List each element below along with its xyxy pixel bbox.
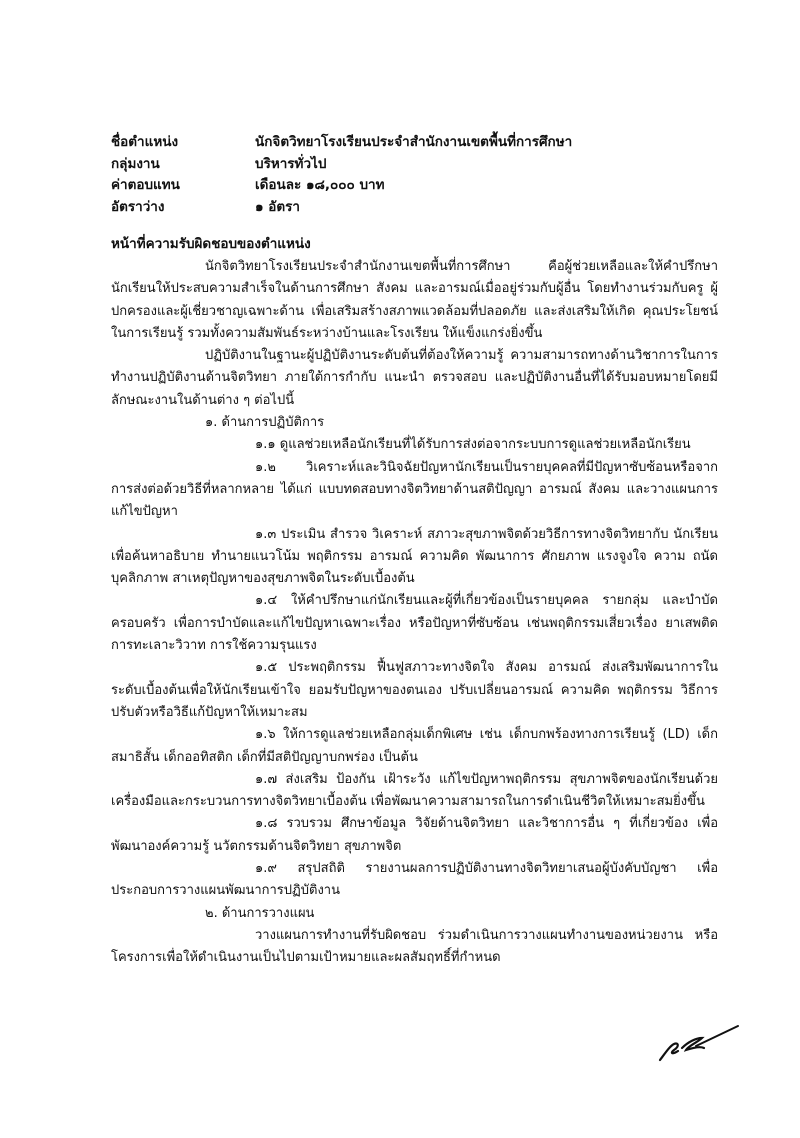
duty-item-1-6: ๑.๖ ให้การดูแลช่วยเหลือกลุ่มเด็กพิเศษ เช่น เด็กบกพร้องทางการเรียนรู้ (LD) เด็ก สมาธิสั้น เด็กออทิสติก เด็กที่มีสติปัญญาบกพร่อง เป็นต้น — [111, 727, 718, 765]
duties-intro-paragraph-2: ปฏิบัติงานในฐานะผู้ปฏิบัติงานระดับต้นที่ต้องให้ความรู้ ความสามารถทางด้านวิชาการในการ ทำงานปฏิบัติงานด้านจิตวิทยา ภายใต้การกำกับ แนะนำ ตรวจสอบ และปฏิบัติงานอื่นที่ได้รับมอบหมายโดยมี ลักษณะงานในด้านต่าง ๆ ต่อไปนี้ — [111, 348, 718, 408]
duty-item-1-7: ๑.๗ ส่งเสริม ป้องกัน เฝ้าระวัง แก้ไขปัญหาพฤติกรรม สุขภาพจิตของนักเรียนด้วย เครื่องมือและกระบวนการทางจิตวิทยาเบื้องต้น เพื่อพัฒนาความสามารถในการดำเนินชีวิตให้เหมาะสมยิ่งขึ้น — [111, 771, 718, 810]
duty-item-1-3: ๑.๓ ประเมิน สำรวจ วิเคราะห์ สภาวะสุขภาพจิตด้วยวิธีการทางจิตวิทยากับ นักเรียน เพื่อค้นหาอธิบาย ทำนายแนวโน้ม พฤติกรรม อารมณ์ ความคิด พัฒนาการ ศักยภาพ แรงจูงใจ ความ ถนัด บุคลิกภาพ สาเหตุปัญหาของสุขภาพจิตในระดับเบื้องต้น — [111, 526, 718, 587]
info-row-position-title — [111, 132, 721, 154]
duties-heading: หน้าที่ความรับผิดชอบของตำแหน่ง — [111, 236, 311, 252]
work-group-value: บริหารทั่วไป — [255, 155, 327, 172]
category-operations-title: ๑. ด้านการปฏิบัติการ — [205, 415, 325, 431]
info-row-salary — [111, 175, 721, 197]
duty-item-1-2: ๑.๒ วิเคราะห์และวินิจฉัยปัญหานักเรียนเป็นรายบุคคลที่มีปัญหาซับซ้อนหรือจาก การส่งต่อด้วยวิธีที่หลากหลาย ได้แก่ แบบทดสอบทางจิตวิทยาด้านสติปัญญา อารมณ์ สังคม และวางแผนการ แก้ไขปัญหา — [111, 459, 718, 520]
salary-value: เดือนละ ๑๘,๐๐๐ บาท — [255, 177, 385, 193]
info-row-work-group — [111, 154, 721, 176]
salary-label: ค่าตอบแทน — [111, 177, 180, 193]
duty-item-1-5: ๑.๕ ประพฤติกรรม ฟื้นฟูสภาวะทางจิตใจ สังคม อารมณ์ ส่งเสริมพัฒนาการใน ระดับเบื้องต้นเพื่อให้นักเรียนเข้าใจ ยอมรับปัญหาของตนเอง ปรับเปลี่ยนอารมณ์ ความคิด พฤติกรรม วิธีการ ปรับตัวหรือวิธีแก้ปัญหาให้เหมาะสม — [111, 660, 718, 720]
duty-item-2-1: วางแผนการทำงานที่รับผิดชอบ ร่วมดำเนินการวางแผนทำงานของหน่วยงาน หรือ โครงการเพื่อให้ดำเนินงานเป็นไปตามเป้าหมายและผลสัมฤทธิ์ที่กำหนด — [111, 927, 718, 966]
position-info-table — [111, 132, 721, 218]
duty-item-1-9: ๑.๙ สรุปสถิติ รายงานผลการปฏิบัติงานทางจิตวิทยาเสนอผู้บังคับบัญชา เพื่อ ประกอบการวางแผนพัฒนาการปฏิบัติงาน — [111, 861, 718, 899]
category-planning-title: ๒. ด้านการวางแผน — [205, 905, 315, 921]
duty-item-1-8: ๑.๘ รวบรวม ศึกษาข้อมูล วิจัยด้านจิตวิทยา และวิชาการอื่น ๆ ที่เกี่ยวข้อง เพื่อ พัฒนาองค์ความรู้ นวัตกรรมด้านจิตวิทยา สุขภาพจิต — [111, 816, 718, 854]
vacancies-value: ๑ อัตรา — [255, 198, 300, 215]
work-group-label: กลุ่มงาน — [111, 155, 160, 172]
info-row-vacancies — [111, 197, 721, 219]
duties-intro-paragraph-1: นักจิตวิทยาโรงเรียนประจำสำนักงานเขตพื้นที่การศึกษา คือผู้ช่วยเหลือและให้คำปรึกษานักเรียนให้ประสบความสำเร็จในด้านการศึกษา สังคม และอารมณ์เมื่ออยู่ร่วมกับผู้อื่น โดยทำงานร่วมกับครู ผู้ปกครองและผู้เชี่ยวชาญเฉพาะด้าน เพื่อเสริมสร้างสภาพแวดล้อมที่ปลอดภัย และส่งเสริมให้เกิด คุณประโยชน์ในการเรียนรู้ รวมทั้งความสัมพันธ์ระหว่างบ้านและโรงเรียน ให้แข็งแกร่งยิ่งขึ้น — [111, 259, 718, 341]
signature-icon — [652, 1024, 742, 1064]
duty-item-1-1: ๑.๑ ดูแลช่วยเหลือนักเรียนที่ได้รับการส่งต่อจากระบบการดูแลช่วยเหลือนักเรียน — [255, 437, 691, 453]
duties-section — [111, 233, 718, 970]
position-title-label: ชื่อตำแหน่ง — [111, 134, 179, 150]
duty-item-1-4: ๑.๔ ให้คำปรึกษาแก่นักเรียนและผู้ที่เกี่ยวข้องเป็นรายบุคคล รายกลุ่ม และบำบัด ครอบครัว เพื่อการบำบัดและแก้ไขปัญหาเฉพาะเรื่อง หรือปัญหาที่ซับซ้อน เช่นพฤติกรรมเสี่ยวเรื่อง ยาเสพติด การทะเลาะวิวาท การใช้ความรุนแรง — [111, 593, 718, 654]
vacancies-label: อัตราว่าง — [111, 198, 165, 215]
position-title-value: นักจิตวิทยาโรงเรียนประจำสำนักงานเขตพื้นที่การศึกษา — [255, 134, 573, 150]
